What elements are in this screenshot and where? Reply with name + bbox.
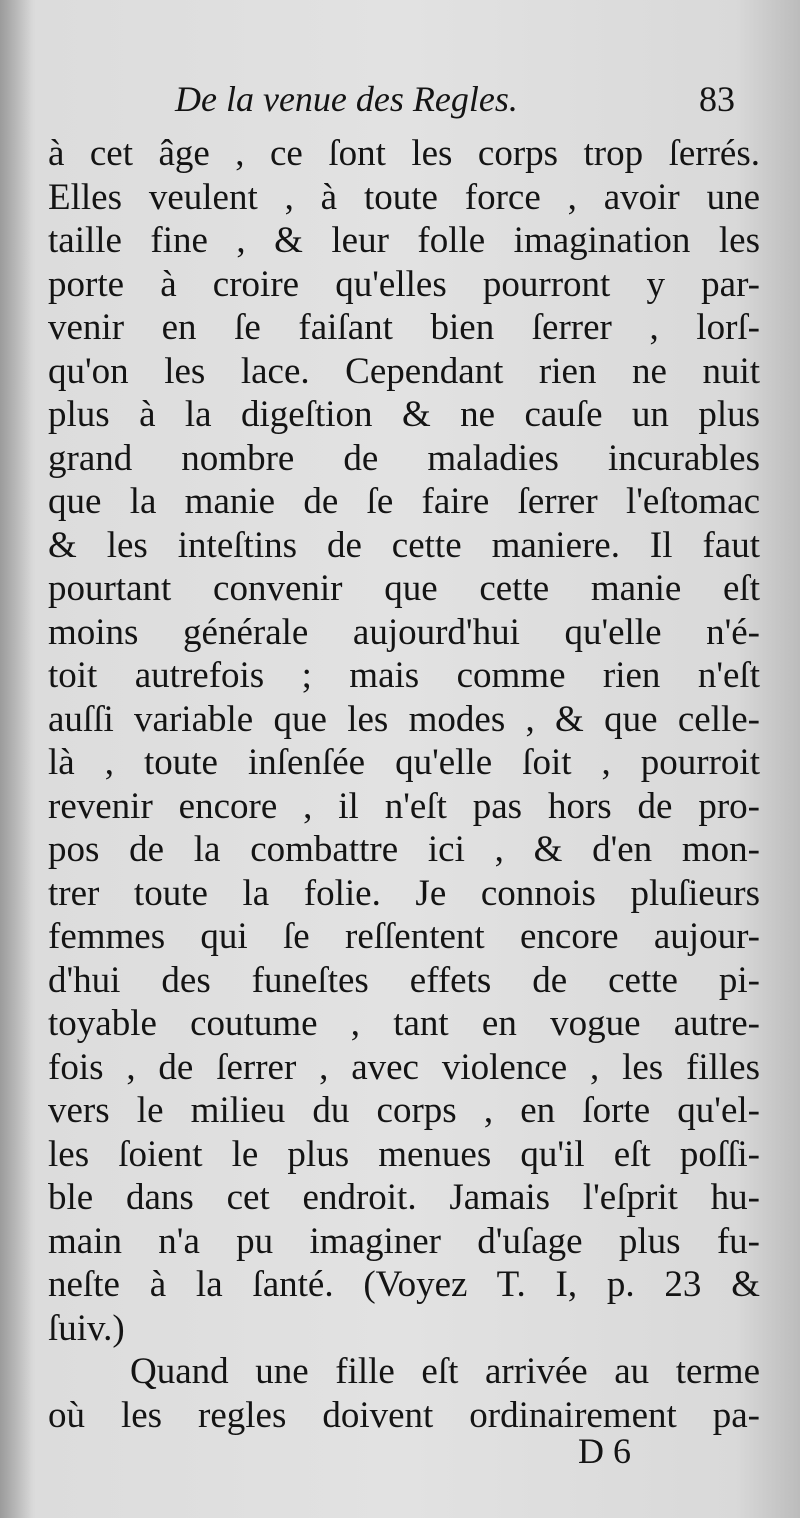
body-text <box>48 132 760 1437</box>
text-line: fois , de ſerrer , avec violence , les filles <box>48 1046 760 1088</box>
text-line: pourtant convenir que cette manie eſt <box>48 568 760 609</box>
text-line: ſuiv.) <box>48 1307 125 1349</box>
text-line: auſſi variable que les modes , & que celle- <box>48 698 760 740</box>
text-line: main n'a pu imaginer d'uſage plus fu- <box>48 1220 760 1262</box>
text-line: toyable coutume , tant en vogue autre- <box>48 1003 760 1044</box>
text-line: neſte à la ſanté. (Voyez T. I, p. 23 & <box>48 1264 760 1305</box>
text-line: d'hui des funeſtes effets de cette pi- <box>48 959 760 1001</box>
text-line: à cet âge , ce ſont les corps trop ſerrés. <box>48 133 760 174</box>
page-gutter-shadow <box>0 0 36 1518</box>
text-line: où les regles doivent ordinairement pa- <box>48 1394 760 1436</box>
text-line: porte à croire qu'elles pourront y par- <box>48 263 760 305</box>
text-line: ble dans cet endroit. Jamais l'eſprit hu- <box>48 1177 760 1218</box>
text-line: là , toute inſenſée qu'elle ſoit , pourroit <box>48 742 760 783</box>
text-line: trer toute la folie. Je connois pluſieurs <box>48 872 760 914</box>
text-line: plus à la digeſtion & ne cauſe un plus <box>48 394 760 435</box>
text-line: & les inteſtins de cette maniere. Il faut <box>48 524 760 566</box>
text-line: Quand une fille eſt arrivée au terme <box>130 1351 760 1392</box>
text-line: qu'on les lace. Cependant rien ne nuit <box>48 350 760 392</box>
text-line: vers le milieu du corps , en ſorte qu'el- <box>48 1090 760 1131</box>
text-line: pos de la combattre ici , & d'en mon- <box>48 829 760 870</box>
text-line: revenir encore , il n'eſt pas hors de pro- <box>48 785 760 827</box>
running-title: De la venue des Regles. <box>175 79 518 119</box>
text-line: venir en ſe faiſant bien ſerrer , lorſ- <box>48 307 760 348</box>
text-line: femmes qui ſe reſſentent encore aujour- <box>48 916 760 957</box>
text-line: toit autrefois ; mais comme rien n'eſt <box>48 655 760 696</box>
signature-mark: D 6 <box>578 1431 631 1471</box>
text-line: Elles veulent , à toute force , avoir une <box>48 176 760 218</box>
running-head <box>175 78 735 128</box>
text-line: moins générale aujourd'hui qu'elle n'é- <box>48 611 760 653</box>
page-number: 83 <box>699 79 735 119</box>
text-line: grand nombre de maladies incurables <box>48 437 760 479</box>
text-line: taille fine , & leur folle imagination les <box>48 220 760 261</box>
text-line: que la manie de ſe faire ſerrer l'eſtomac <box>48 481 760 522</box>
text-line: les ſoient le plus menues qu'il eſt poſſi- <box>48 1133 760 1175</box>
